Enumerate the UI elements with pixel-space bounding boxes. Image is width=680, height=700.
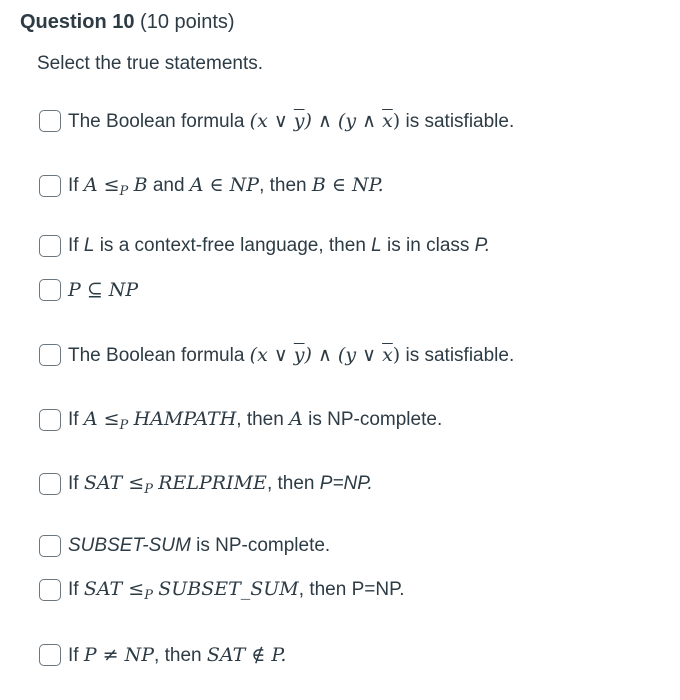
- checkbox[interactable]: [39, 279, 61, 301]
- text: P.: [474, 235, 491, 256]
- text: is a context-free language, then: [99, 235, 366, 256]
- option-label: [68, 342, 514, 369]
- text: If: [68, 472, 79, 494]
- option-5[interactable]: [39, 341, 514, 369]
- checkbox[interactable]: [39, 644, 61, 666]
- question-number: Question 10: [20, 11, 135, 33]
- text: is satisfiable.: [405, 110, 515, 132]
- text: L: [371, 235, 382, 256]
- math: (x ∨: [249, 343, 294, 366]
- checkbox[interactable]: [39, 344, 61, 366]
- text: is satisfiable.: [405, 344, 515, 366]
- text: is in class: [387, 235, 470, 256]
- math: ) ∧ (y ∨: [304, 343, 383, 366]
- math: P ⊆ NP: [68, 278, 139, 301]
- checkbox[interactable]: [39, 110, 61, 132]
- math: A ∈ NP: [189, 173, 260, 196]
- math: A ≤: [83, 173, 120, 196]
- math-subscript: P: [144, 587, 153, 603]
- checkbox[interactable]: [39, 235, 61, 257]
- text: SUBSET-SUM: [68, 535, 191, 556]
- text: , then: [154, 644, 202, 666]
- option-10[interactable]: [39, 641, 286, 669]
- option-label: [68, 277, 138, 304]
- option-label: [68, 576, 405, 605]
- math: ): [392, 109, 401, 132]
- option-label: [68, 642, 286, 669]
- checkbox[interactable]: [39, 535, 61, 557]
- math: A ≤: [83, 407, 120, 430]
- option-label: [68, 470, 373, 499]
- checkbox[interactable]: [39, 175, 61, 197]
- option-9[interactable]: [39, 576, 405, 604]
- text: If: [68, 578, 79, 600]
- checkbox[interactable]: [39, 409, 61, 431]
- math: SAT ∉ P.: [206, 643, 287, 666]
- text: If: [68, 174, 79, 196]
- math: B: [133, 173, 148, 196]
- option-label: [68, 172, 384, 201]
- text: , then: [236, 408, 284, 430]
- text: , then: [259, 174, 307, 196]
- option-label: [68, 533, 330, 559]
- math: (x ∨: [249, 109, 294, 132]
- math-subscript: P: [119, 183, 129, 199]
- checkbox[interactable]: [39, 473, 61, 495]
- math: P ≠ NP: [83, 643, 155, 666]
- math: SAT ≤: [83, 577, 145, 600]
- question-prompt: Select the true statements.: [37, 53, 264, 74]
- question-points: (10 points): [140, 11, 235, 33]
- text: The Boolean formula: [68, 110, 245, 132]
- math: SUBSET_SUM: [158, 577, 299, 600]
- option-7[interactable]: [39, 470, 373, 498]
- text: is NP-complete.: [308, 408, 443, 430]
- text: , then P=NP.: [298, 578, 405, 600]
- option-1[interactable]: [39, 107, 514, 135]
- math: SAT ≤: [83, 471, 145, 494]
- text: If: [68, 644, 79, 666]
- math: A: [289, 407, 303, 430]
- question-title: [20, 9, 235, 35]
- text: is NP-complete.: [196, 535, 331, 556]
- option-6[interactable]: [39, 406, 442, 434]
- math: ): [392, 343, 401, 366]
- math: RELPRIME: [158, 471, 267, 494]
- text: and: [152, 174, 185, 196]
- text: If: [68, 235, 79, 256]
- math: $\overline{y}$: [293, 109, 305, 132]
- checkbox[interactable]: [39, 579, 61, 601]
- math: ) ∧ (y ∧: [304, 109, 383, 132]
- option-label: [68, 406, 442, 435]
- math: $\overline{x}$: [382, 343, 393, 366]
- text: If: [68, 408, 79, 430]
- text: L: [83, 235, 95, 256]
- text: P=NP.: [319, 472, 373, 494]
- option-label: [68, 233, 490, 259]
- math: B ∈ NP.: [311, 173, 384, 196]
- text: , then: [266, 472, 315, 494]
- math: HAMPATH: [133, 407, 237, 430]
- option-8[interactable]: [39, 532, 330, 560]
- math-subscript: P: [144, 481, 153, 497]
- text: The Boolean formula: [68, 344, 245, 366]
- option-2[interactable]: [39, 172, 384, 200]
- option-3[interactable]: [39, 232, 490, 260]
- math: $\overline{x}$: [382, 109, 393, 132]
- option-label: [68, 108, 514, 135]
- math-subscript: P: [119, 417, 129, 433]
- option-4[interactable]: [39, 276, 138, 304]
- math: $\overline{y}$: [293, 343, 305, 366]
